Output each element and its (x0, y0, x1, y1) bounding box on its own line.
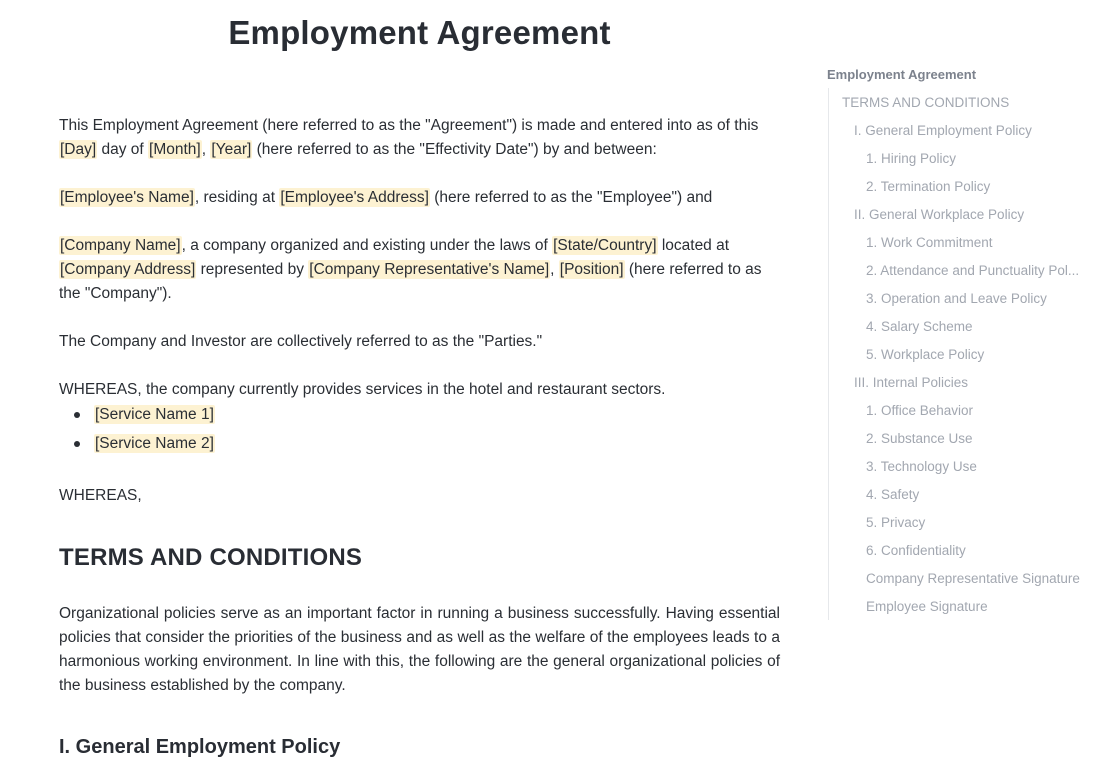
toc-item-operation-leave[interactable]: 3. Operation and Leave Policy (866, 291, 1047, 306)
text-run: located at (657, 237, 730, 254)
toc-item-terms[interactable]: TERMS AND CONDITIONS (842, 95, 1010, 110)
text-run: , (550, 261, 559, 278)
placeholder-service-1[interactable]: [Service Name 1] (95, 406, 214, 423)
whereas-services-paragraph: WHEREAS, the company currently provides services in the hotel and restaurant sectors. (59, 381, 666, 398)
toc-item-workplace-policy[interactable]: 5. Workplace Policy (866, 347, 985, 362)
toc-item-company-rep-signature[interactable]: Company Representative Signature (866, 571, 1080, 586)
whereas-paragraph: WHEREAS, (59, 487, 142, 504)
toc-item-technology-use[interactable]: 3. Technology Use (866, 459, 977, 474)
services-list (59, 400, 780, 458)
placeholder-service-2[interactable]: [Service Name 2] (95, 435, 214, 452)
table-of-contents (827, 62, 1107, 620)
list-item (59, 429, 780, 458)
toc-item-substance-use[interactable]: 2. Substance Use (866, 431, 973, 446)
terms-heading: TERMS AND CONDITIONS (59, 544, 363, 571)
toc-item-confidentiality[interactable]: 6. Confidentiality (866, 543, 966, 558)
toc-item-attendance[interactable]: 2. Attendance and Punctuality Pol... (866, 263, 1080, 278)
toc-item-general-employment[interactable]: I. General Employment Policy (854, 123, 1032, 138)
toc-item-general-workplace[interactable]: II. General Workplace Policy (854, 207, 1025, 222)
placeholder-employee-name[interactable]: [Employee's Name] (60, 189, 194, 206)
placeholder-state-country[interactable]: [State/Country] (553, 237, 657, 254)
toc-item-work-commitment[interactable]: 1. Work Commitment (866, 235, 993, 250)
toc-item-safety[interactable]: 4. Safety (866, 487, 920, 502)
toc-item-internal-policies[interactable]: III. Internal Policies (854, 375, 969, 390)
toc-list (828, 88, 1107, 620)
placeholder-position[interactable]: [Position] (559, 261, 624, 278)
toc-item-privacy[interactable]: 5. Privacy (866, 515, 926, 530)
text-run: represented by (196, 261, 309, 278)
placeholder-year[interactable]: [Year] (211, 141, 252, 158)
section-heading-general-employment: I. General Employment Policy (59, 736, 341, 758)
document-title: Employment Agreement (228, 14, 611, 51)
toc-item-hiring[interactable]: 1. Hiring Policy (866, 151, 957, 166)
text-run: , (201, 141, 211, 158)
placeholder-representative-name[interactable]: [Company Representative's Name] (309, 261, 550, 278)
toc-item-office-behavior[interactable]: 1. Office Behavior (866, 403, 974, 418)
terms-paragraph: Organizational policies serve as an important factor in running a business successfully. Having essential policies that consider the priorities of the business and as well as the welfare of the employees leads to a harmonious working environment. In line with this, the following are the general organizational policies of the business established by the company. (59, 605, 780, 694)
employee-paragraph (59, 186, 780, 210)
placeholder-company-address[interactable]: [Company Address] (60, 261, 196, 278)
intro-paragraph (59, 114, 780, 162)
placeholder-employee-address[interactable]: [Employee's Address] (280, 189, 429, 206)
text-run: (here referred to as the "Effectivity Date") by and between: (252, 141, 657, 158)
toc-item-salary[interactable]: 4. Salary Scheme (866, 319, 973, 334)
placeholder-company-name[interactable]: [Company Name] (60, 237, 181, 254)
placeholder-day[interactable]: [Day] (60, 141, 97, 158)
text-run: , a company organized and existing under the laws of (181, 237, 553, 254)
text-run: (here referred to as the "Company"). (59, 261, 762, 302)
parties-paragraph: The Company and Investor are collectively referred to as the "Parties." (59, 333, 543, 350)
toc-title[interactable]: Employment Agreement (827, 67, 977, 82)
list-item (59, 400, 780, 429)
text-run: , residing at (194, 189, 280, 206)
toc-item-termination[interactable]: 2. Termination Policy (866, 179, 991, 194)
company-paragraph (59, 234, 780, 306)
text-run: day of (97, 141, 149, 158)
text-run: (here referred to as the "Employee") and (429, 189, 713, 206)
text-run: This Employment Agreement (here referred to as the "Agreement") is made and entered into as of this (59, 117, 759, 134)
placeholder-month[interactable]: [Month] (149, 141, 201, 158)
toc-item-employee-signature[interactable]: Employee Signature (866, 599, 988, 614)
